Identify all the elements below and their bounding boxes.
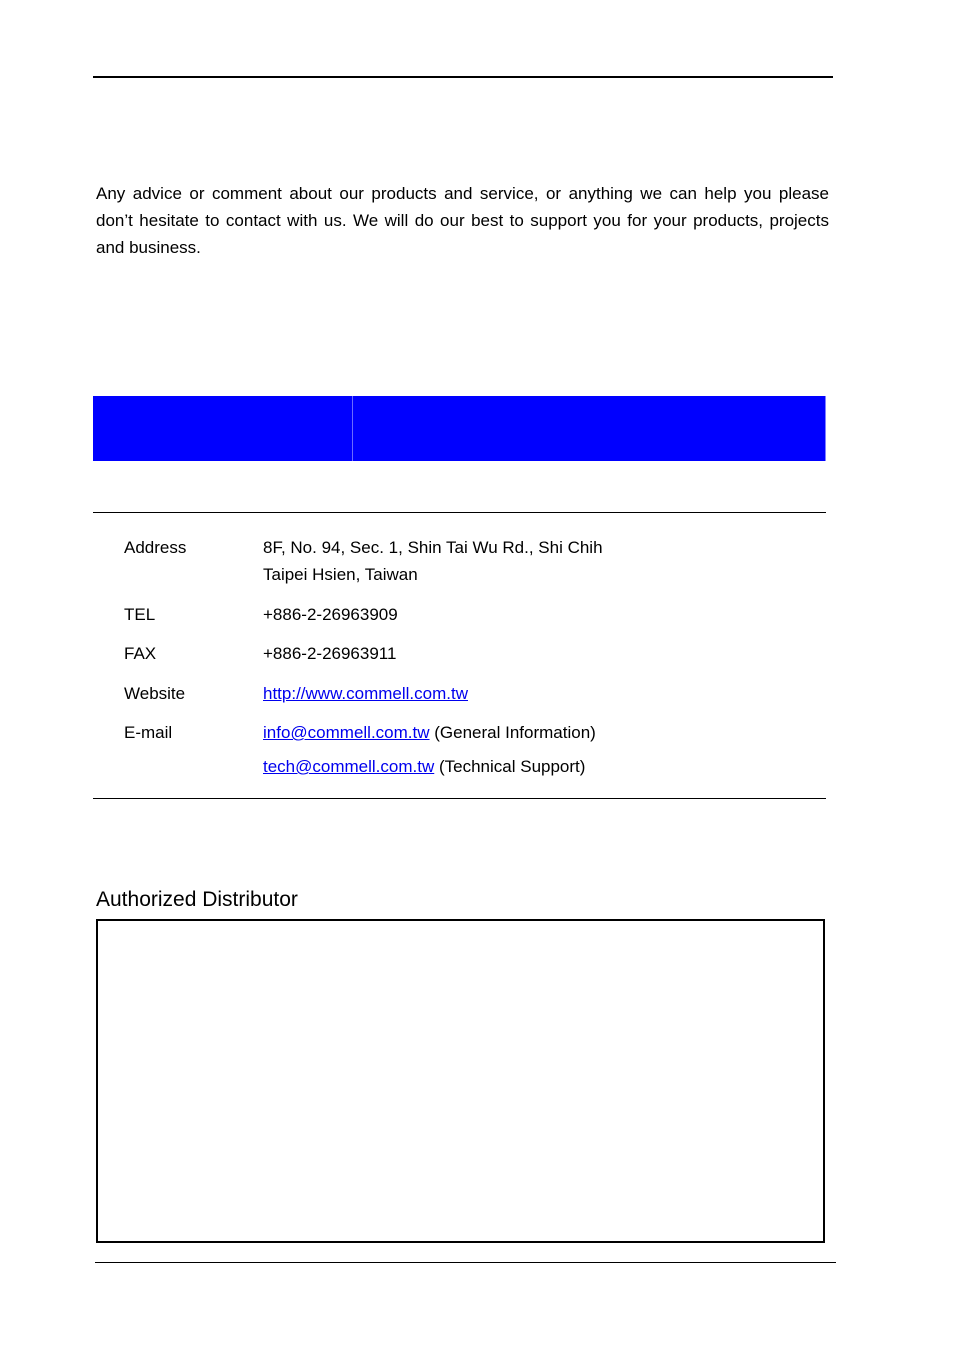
- footer-rule: [95, 1262, 836, 1263]
- email-label: E-mail: [124, 723, 173, 742]
- email-general-link[interactable]: info@commell.com.tw: [263, 723, 430, 742]
- email-tech-note: (Technical Support): [434, 757, 586, 776]
- email-tech-link[interactable]: tech@commell.com.tw: [263, 757, 435, 776]
- fax-label: FAX: [124, 644, 157, 663]
- header-rule: [93, 76, 833, 78]
- banner-left-cell: [93, 396, 353, 461]
- contact-banner: [93, 396, 826, 461]
- contact-bottom-rule: [93, 798, 826, 799]
- distributor-box: [96, 919, 825, 1243]
- website-label: Website: [124, 684, 186, 703]
- distributor-title: Authorized Distributor: [96, 888, 298, 911]
- fax-value: +886-2-26963911: [263, 644, 397, 663]
- website-link[interactable]: http://www.commell.com.tw: [263, 684, 468, 703]
- address-line-2: Taipei Hsien, Taiwan: [263, 565, 418, 584]
- intro-paragraph: Any advice or comment about our products and service, or anything we can help you please don’t hesitate to contact with us. We will do our best to support you for your products, projects and business.: [96, 184, 829, 257]
- address-line-1: 8F, No. 94, Sec. 1, Shin Tai Wu Rd., Shi Chih: [263, 538, 603, 557]
- tel-value: +886-2-26963909: [263, 605, 398, 624]
- tel-label: TEL: [124, 605, 156, 624]
- contact-top-rule: [93, 512, 826, 513]
- address-label: Address: [124, 538, 187, 557]
- email-general-note: (General Information): [429, 723, 596, 742]
- banner-right-cell: [353, 396, 826, 461]
